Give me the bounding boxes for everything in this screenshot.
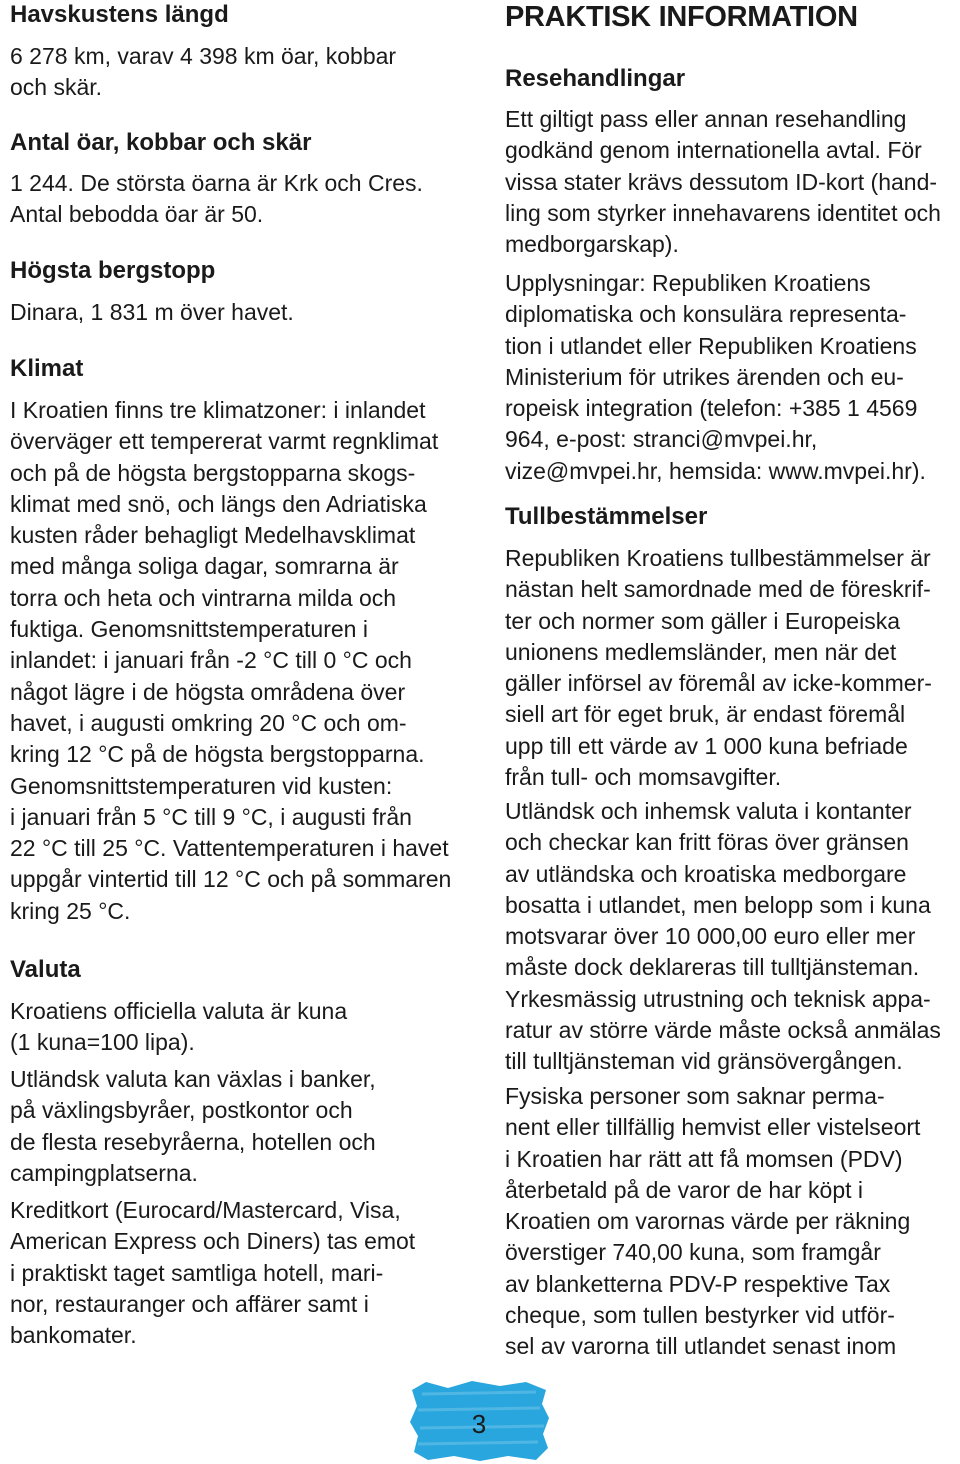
text-line: i praktiskt taget samtliga hotell, mari- [10, 1259, 384, 1286]
text-line: campingplatserna. [10, 1159, 198, 1186]
text-line: av blanketterna PDV-P respektive Tax [505, 1270, 891, 1297]
text-line: med många soliga dagar, somrarna är [10, 553, 399, 580]
text-line: ling som styrker innehavarens identitet och [505, 199, 941, 226]
text-line: Dinara, 1 831 m över havet. [10, 299, 294, 325]
text-line: och skär. [10, 74, 103, 101]
customs-heading: Tullbestämmelser [505, 503, 708, 530]
text-line: från tull- och momsavgifter. [505, 764, 782, 791]
text-line: cheque, som tullen bestyrker vid utför- [505, 1302, 895, 1329]
coast-length-heading: Havskustens längd [10, 1, 229, 28]
text-line: på växlingsbyråer, postkontor och [10, 1097, 353, 1124]
text-line: ter och normer som gäller i Europeiska [505, 607, 900, 634]
text-line: återbetald på de varor de har köpt i [505, 1176, 864, 1203]
text-line: vissa stater krävs dessutom ID-kort (hand- [505, 168, 938, 195]
text-line: siell art för eget bruk, är endast föremål [505, 701, 906, 728]
text-line: klimat med snö, och längs den Adriatiska [10, 490, 427, 517]
text-line: något lägre i de högsta områdena över [10, 678, 406, 705]
travel-documents-heading: Resehandlingar [505, 65, 686, 92]
text-line: ratur av större värde måste också anmälas [505, 1017, 941, 1044]
text-line: godkänd genom internationella avtal. För [505, 137, 922, 164]
text-line: Fysiska personer som saknar perma- [505, 1083, 885, 1109]
text-line: i januari från 5 °C till 9 °C, i augusti från [10, 803, 412, 830]
climate-text [10, 395, 451, 927]
text-line: och checkar kan fritt föras över gränsen [505, 829, 909, 856]
text-line: motsvarar över 10 000,00 euro eller mer [505, 923, 916, 950]
text-line: 964, e-post: stranci@mvpei.hr, [505, 426, 818, 453]
text-line: de flesta resebyråerna, hotellen och [10, 1128, 376, 1155]
text-line: Utländsk och inhemsk valuta i kontanter [505, 798, 912, 824]
text-line: tion i utlandet eller Republiken Kroatiens [505, 332, 917, 359]
currency-text-3 [10, 1195, 415, 1351]
text-line: upp till ett värde av 1 000 kuna befriade [505, 732, 908, 759]
text-line: nor, restauranger och affärer samt i [10, 1290, 369, 1317]
text-line: Ett giltigt pass eller annan resehandling [505, 106, 907, 132]
text-line: 6 278 km, varav 4 398 km öar, kobbar [10, 43, 397, 69]
text-line: Utländsk valuta kan växlas i banker, [10, 1066, 376, 1092]
highest-peak-heading: Högsta bergstopp [10, 257, 216, 284]
islands-count-text [10, 168, 423, 231]
islands-count-heading: Antal öar, kobbar och skär [10, 129, 312, 156]
text-line: vize@mvpei.hr, hemsida: www.mvpei.hr). [505, 457, 926, 484]
currency-heading: Valuta [10, 956, 81, 983]
text-line: nästan helt samordnade med de föreskrif- [505, 576, 931, 603]
text-line: I Kroatien finns tre klimatzoner: i inlandet [10, 397, 426, 423]
climate-heading: Klimat [10, 355, 84, 382]
text-line: torra och heta och vintrarna milda och [10, 584, 397, 611]
text-line: måste dock deklareras till tulltjänsteman. [505, 954, 920, 981]
currency-text-1 [10, 996, 347, 1059]
text-line: uppgår vintertid till 12 °C och på sommaren [10, 866, 452, 893]
text-line: Kreditkort (Eurocard/Mastercard, Visa, [10, 1197, 401, 1223]
text-line: (1 kuna=100 lipa). [10, 1029, 195, 1056]
text-line: Genomsnittstemperaturen vid kusten: [10, 772, 393, 799]
currency-text-2 [10, 1064, 376, 1189]
text-line: medborgarskap). [505, 231, 679, 258]
text-line: inlandet: i januari från -2 °C till 0 °C och [10, 647, 412, 674]
text-line: Kroatiens officiella valuta är kuna [10, 998, 348, 1024]
text-line: överväger ett tempererat varmt regnklimat [10, 428, 439, 455]
text-line: 22 °C till 25 °C. Vattentemperaturen i havet [10, 835, 449, 862]
text-line: havet, i augusti omkring 20 °C och om- [10, 709, 407, 736]
text-line: diplomatiska och konsulära representa- [505, 301, 907, 328]
text-line: ropeisk integration (telefon: +385 1 4569 [505, 395, 918, 422]
text-line: 1 244. De största öarna är Krk och Cres. [10, 170, 423, 196]
text-line: fuktiga. Genomsnittstemperaturen i [10, 616, 368, 643]
section-title: PRAKTISK INFORMATION [505, 1, 858, 33]
text-line: nent eller tillfällig hemvist eller vistelseort [505, 1114, 921, 1141]
text-line: gäller införsel av föremål av icke-kommer- [505, 670, 932, 697]
customs-text-2 [505, 796, 941, 1078]
text-line: sel av varorna till utlandet senast inom [505, 1333, 897, 1360]
text-line: kusten råder behagligt Medelhavsklimat [10, 522, 416, 549]
page-number: 3 [471, 1409, 487, 1439]
text-line: och på de högsta bergstopparna skogs- [10, 459, 416, 486]
text-line: bankomater. [10, 1322, 137, 1349]
text-line: av utländska och kroatiska medborgare [505, 860, 907, 887]
text-line: kring 25 °C. [10, 897, 131, 924]
text-line: bosatta i utlandet, men belopp som i kuna [505, 891, 931, 918]
text-line: Upplysningar: Republiken Kroatiens [505, 270, 871, 296]
text-line: Ministerium för utrikes ärenden och eu- [505, 363, 904, 390]
text-line: i Kroatien har rätt att få momsen (PDV) [505, 1145, 903, 1172]
travel-documents-text-1 [505, 104, 941, 260]
travel-documents-text-2 [505, 268, 926, 487]
text-line: Republiken Kroatiens tullbestämmelser är [505, 545, 931, 571]
text-line: till tulltjänsteman vid gränsövergången. [505, 1048, 903, 1075]
text-line: överstiger 740,00 kuna, som framgår [505, 1239, 881, 1266]
text-line: unionens medlemsländer, men när det [505, 638, 897, 665]
text-line: Kroatien om varornas värde per räkning [505, 1208, 911, 1235]
text-line: Antal bebodda öar är 50. [10, 201, 264, 228]
highest-peak-text [10, 297, 294, 328]
text-line: kring 12 °C på de högsta bergstopparna. [10, 741, 425, 768]
customs-text-1 [505, 543, 932, 793]
customs-text-3 [505, 1081, 920, 1363]
coast-length-text [10, 41, 396, 104]
text-line: American Express och Diners) tas emot [10, 1228, 416, 1255]
text-line: Yrkesmässig utrustning och teknisk appa- [505, 985, 931, 1012]
